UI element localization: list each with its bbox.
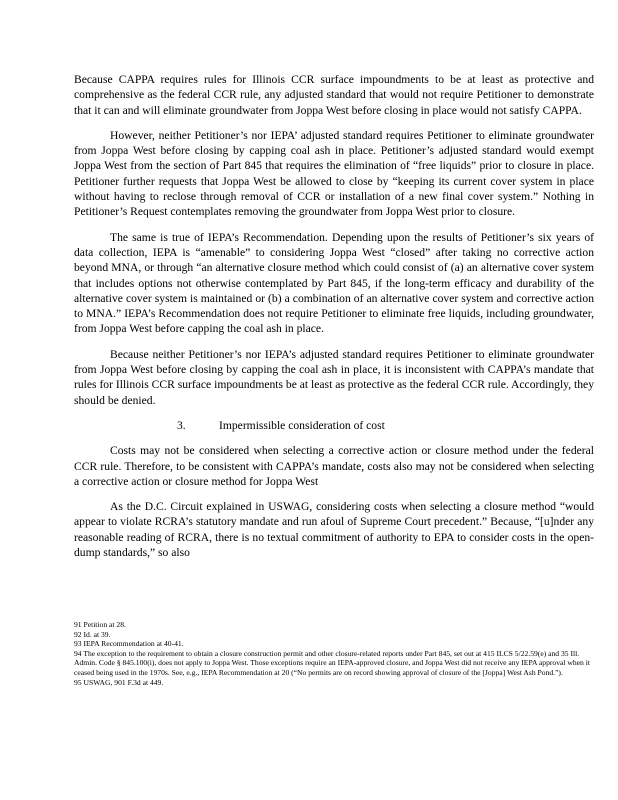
paragraph-cappa-requirement: Because CAPPA requires rules for Illinois CCR surface impoundments to be at least as protective and comprehensive as the federal CCR rule, any adjusted standard that would not require Petitioner to demonstrate that it can and will eliminate groundwater from Joppa West before closing in place would not satisfy CAPPA. (74, 73, 594, 117)
paragraph-dc-circuit-uswag: As the D.C. Circuit explained in USWAG, considering costs when selecting a closure method “would appear to violate RCRA’s statutory mandate and run afoul of Supreme Court precedent.” Because, “[u]nder any reasonable reading of RCRA, there is no textual commitment of authority to EPA to consider costs in the open-dump standards,” so also (74, 500, 594, 560)
footnote-94: 94 The exception to the requirement to obtain a closure construction permit and other closure-related reports under Part 845, set out at 415 ILCS 5/22.59(e) and 35 Ill. Admin. Code § 845.100(i), does not apply to Joppa West. Those exceptions require an IEPA-approved closure, and Joppa West did not receive any IEPA approval when it ceased being used in the 1970s. See, e.g., IEPA Recommendation at 20 (“No permits are on record showing approval of closure of the [Joppa] West Ash Pond.”). (74, 648, 590, 677)
section-heading (74, 418, 594, 433)
section-heading-title: Impermissible consideration of cost (219, 418, 385, 432)
footnotes (74, 620, 594, 687)
paragraph-costs-not-considered: Costs may not be considered when selecting a corrective action or closure method under the federal CCR rule. Therefore, to be consistent with CAPPA’s mandate, costs also may not be considered when selecting a corrective action or closure method for Joppa West (74, 444, 594, 488)
paragraph-petitioner-standard: However, neither Petitioner’s nor IEPA’ adjusted standard requires Petitioner to eliminate groundwater from Joppa West before closing by capping coal ash in place. Petitioner’s adjusted standard would exempt Joppa West from the section of Part 845 that requires the elimination of “free liquids” prior to closure in place. Petitioner further requests that Joppa West be allowed to close by “keeping its current cover system in place without having to reclose through removal of CCR or installation of a new final cover system.” Nothing in Petitioner’s Request contemplates removing the groundwater from Joppa West prior to closure. (74, 128, 594, 219)
footnote-93: 93 IEPA Recommendation at 40-41. (74, 639, 184, 649)
footnote-92: 92 Id. at 39. (74, 629, 111, 639)
document-body (74, 72, 594, 570)
paragraph-iepa-recommendation: The same is true of IEPA’s Recommendation. Depending upon the results of Petitioner’s six years of data collection, IEPA is “amenable” to considering Joppa West “closed” after taking no corrective action beyond MNA, or through “an alternative closure method which could consist of (a) an alternative cover system that includes options not otherwise contemplated by Part 845, if the long-term efficacy and durability of the alternative cover system is maintained or (b) a combination of an alternative cover system and corrective action to MNA.” IEPA’s Recommendation does not require Petitioner to eliminate free liquids, including groundwater, from Joppa West before capping the coal ash in place. (74, 230, 594, 336)
footnote-91: 91 Petition at 28. (74, 620, 126, 629)
section-heading-number: 3. (177, 418, 186, 432)
footnote-95: 95 USWAG, 901 F.3d at 449. (74, 677, 164, 687)
paragraph-conclusion-denial: Because neither Petitioner’s nor IEPA’s adjusted standard requires Petitioner to eliminate groundwater from Joppa West before closing by capping the coal ash in place, it is inconsistent with CAPPA’s mandate that rules for Illinois CCR surface impoundments be at least as protective as the federal CCR rule. Accordingly, they should be denied. (74, 347, 594, 407)
